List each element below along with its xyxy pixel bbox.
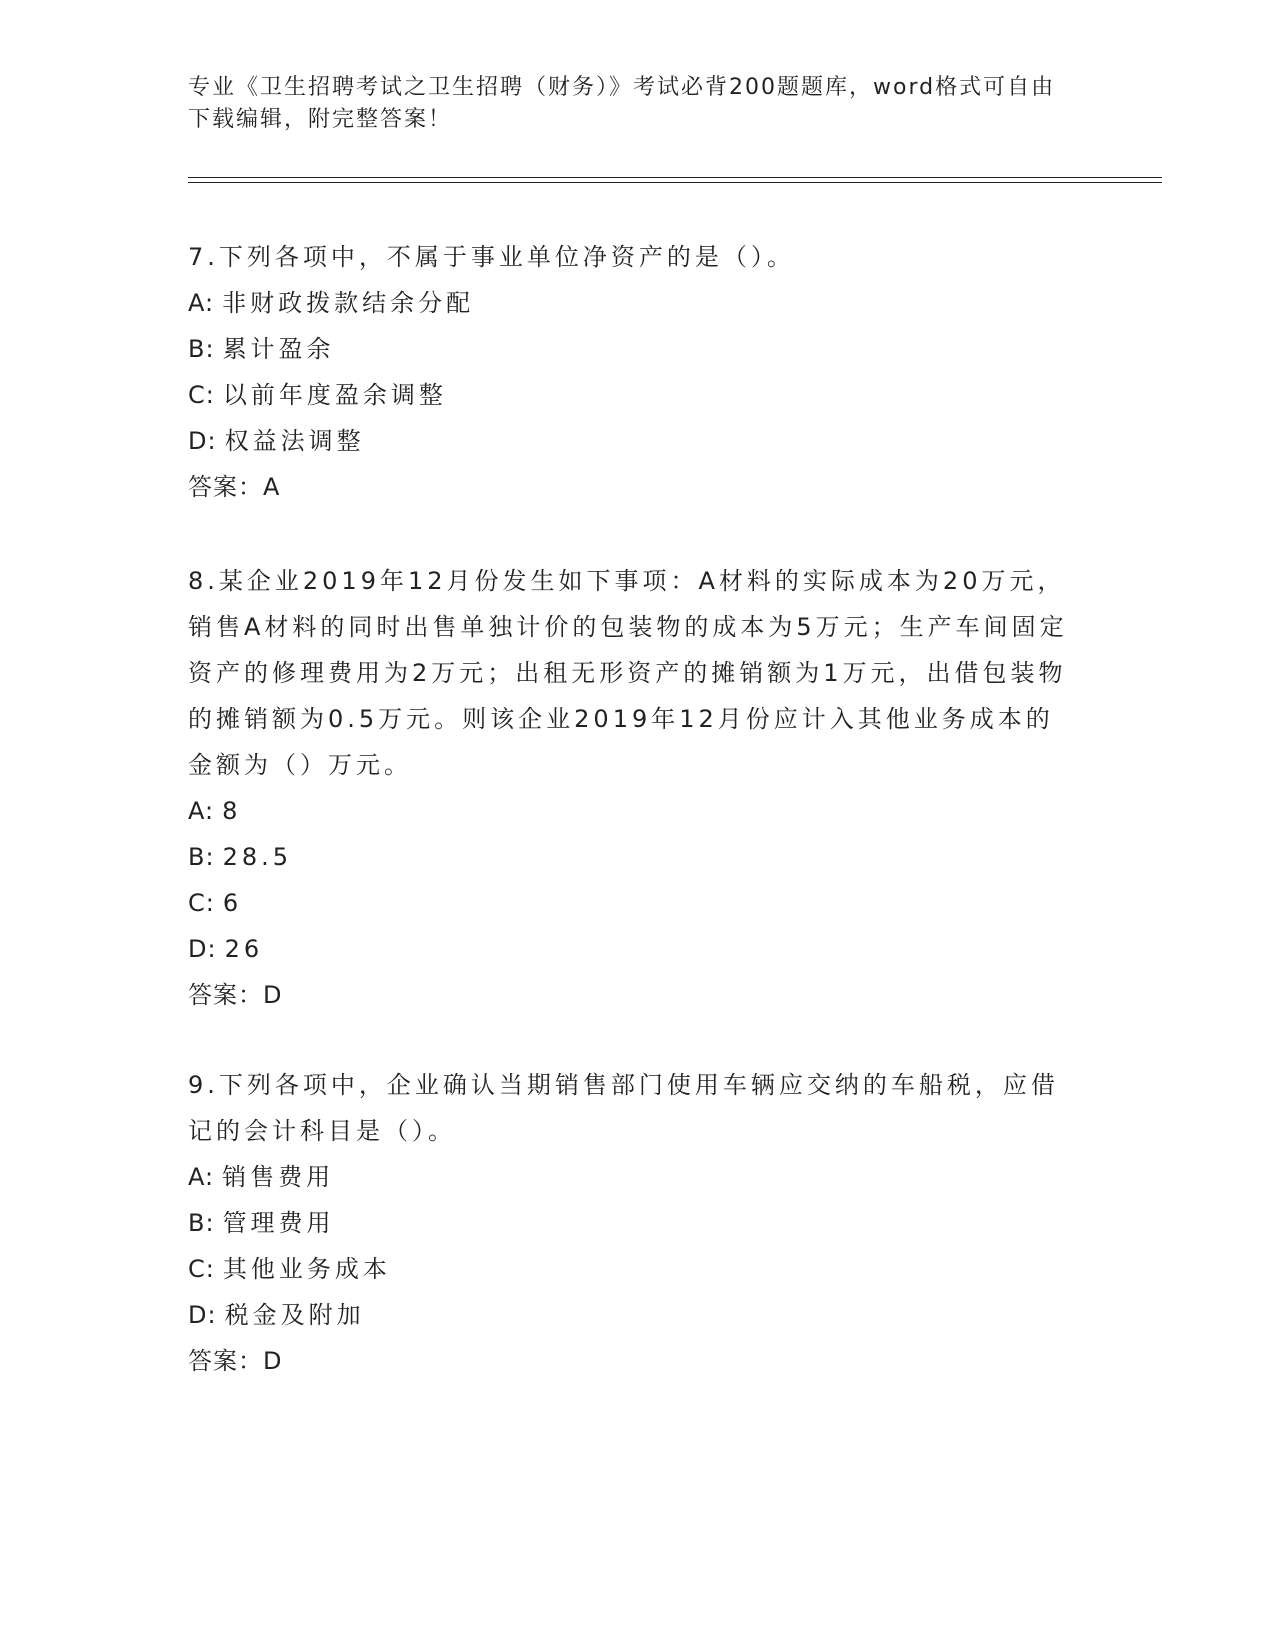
question-9	[188, 1062, 1068, 1384]
option-text: 管理费用	[222, 1209, 335, 1237]
option-text: 销售费用	[222, 1163, 335, 1191]
option-letter: B:	[188, 335, 215, 363]
option-d	[188, 1292, 1068, 1338]
option-letter: A:	[188, 289, 215, 317]
option-text: 以前年度盈余调整	[222, 381, 447, 409]
option-b	[188, 1200, 1068, 1246]
header-divider-bottom	[188, 182, 1162, 183]
option-text: 26	[224, 935, 264, 963]
option-text: 其他业务成本	[222, 1255, 391, 1283]
question-8	[188, 558, 1068, 1018]
option-b	[188, 834, 1068, 880]
option-a	[188, 1154, 1068, 1200]
option-text: 权益法调整	[224, 427, 365, 455]
option-letter: D:	[188, 427, 217, 455]
question-stem: 7.下列各项中，不属于事业单位净资产的是（）。	[188, 243, 795, 271]
option-b	[188, 326, 1068, 372]
option-a	[188, 788, 1068, 834]
option-a	[188, 280, 1068, 326]
option-text: 6	[222, 889, 243, 917]
option-letter: C:	[188, 889, 215, 917]
question-7	[188, 234, 1068, 510]
option-c	[188, 1246, 1068, 1292]
option-letter: B:	[188, 843, 215, 871]
answer-line: 答案：D	[188, 1347, 283, 1375]
option-letter: D:	[188, 935, 217, 963]
answer-line: 答案：A	[188, 473, 281, 501]
header-divider-top	[188, 177, 1162, 178]
option-letter: A:	[188, 797, 215, 825]
option-c	[188, 880, 1068, 926]
option-text: 非财政拨款结余分配	[222, 289, 475, 317]
option-letter: B:	[188, 1209, 215, 1237]
option-c	[188, 372, 1068, 418]
option-text: 税金及附加	[224, 1301, 365, 1329]
question-stem: 9.下列各项中，企业确认当期销售部门使用车辆应交纳的车船税，应借记的会计科目是（）。	[188, 1071, 1059, 1145]
answer-line: 答案：D	[188, 981, 283, 1009]
document-header: 专业《卫生招聘考试之卫生招聘（财务）》考试必背200题题库，word格式可自由下载编辑，附完整答案！	[188, 75, 1056, 132]
option-d	[188, 418, 1068, 464]
option-letter: A:	[188, 1163, 215, 1191]
question-stem: 8.某企业2019年12月份发生如下事项：A材料的实际成本为20万元，销售A材料的同时出售单独计价的包装物的成本为5万元；生产车间固定资产的修理费用为2万元；出租无形资产的摊销额为1万元，出借包装物的摊销额为0.5万元。则该企业2019年12月份应计入其他业务成本的金额为（）万元。	[188, 567, 1068, 779]
option-letter: C:	[188, 1255, 215, 1283]
option-letter: C:	[188, 381, 215, 409]
option-text: 累计盈余	[222, 335, 335, 363]
option-text: 8	[222, 797, 242, 825]
option-d	[188, 926, 1068, 972]
option-letter: D:	[188, 1301, 217, 1329]
option-text: 28.5	[222, 843, 292, 871]
